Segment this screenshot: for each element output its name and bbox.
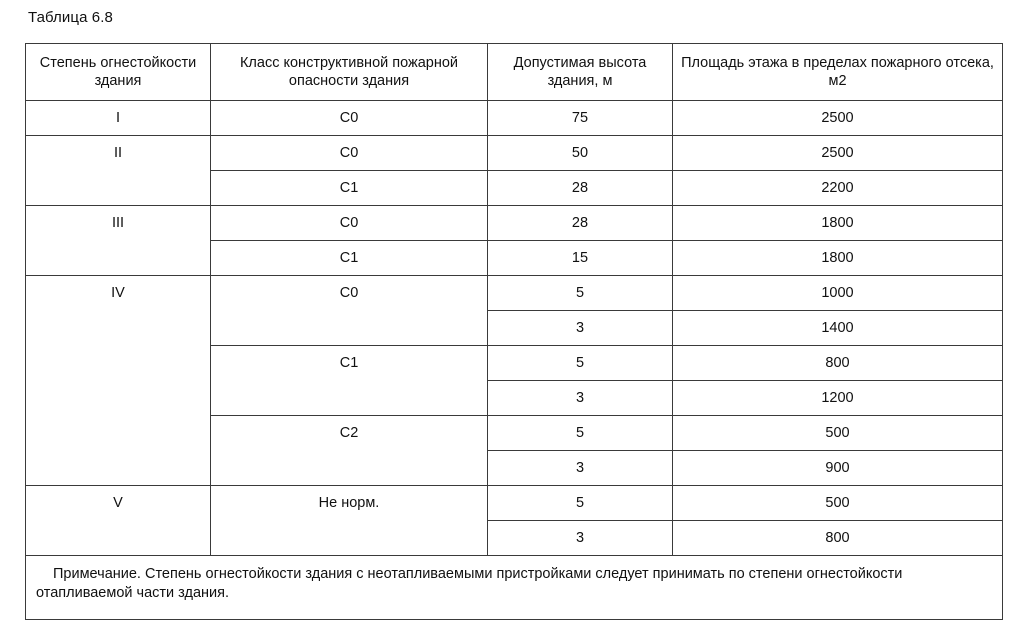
height-cell: 3	[488, 381, 673, 416]
table-row	[26, 206, 1003, 241]
height-cell: 28	[488, 206, 673, 241]
height-cell: 15	[488, 241, 673, 276]
degree-cell: V	[26, 486, 211, 556]
area-cell: 1000	[673, 276, 1003, 311]
table-row	[26, 276, 1003, 311]
header-row	[26, 44, 1003, 101]
degree-cell: II	[26, 136, 211, 206]
area-cell: 2500	[673, 136, 1003, 171]
table-row	[26, 101, 1003, 136]
table-note: Примечание. Степень огнестойкости здания с неотапливаемыми пристройками следует принимать по степени огнестойкости отапливаемой части здания.	[26, 556, 1003, 620]
header-area: Площадь этажа в пределах пожарного отсека, м2	[673, 44, 1003, 101]
table-caption: Таблица 6.8	[28, 9, 113, 26]
header-height: Допустимая высота здания, м	[488, 44, 673, 101]
class-cell: Не норм.	[211, 486, 488, 556]
class-cell: С2	[211, 416, 488, 486]
area-cell: 2200	[673, 171, 1003, 206]
height-cell: 5	[488, 276, 673, 311]
degree-cell: I	[26, 101, 211, 136]
height-cell: 5	[488, 416, 673, 451]
height-cell: 50	[488, 136, 673, 171]
fire-resistance-table	[25, 43, 1003, 620]
height-cell: 75	[488, 101, 673, 136]
note-row	[26, 556, 1003, 620]
table-row	[26, 136, 1003, 171]
header-class: Класс конструктивной пожарной опасности здания	[211, 44, 488, 101]
degree-cell: IV	[26, 276, 211, 486]
area-cell: 2500	[673, 101, 1003, 136]
header-degree: Степень огнестойкости здания	[26, 44, 211, 101]
degree-cell: III	[26, 206, 211, 276]
area-cell: 500	[673, 486, 1003, 521]
class-cell: С0	[211, 206, 488, 241]
area-cell: 1800	[673, 241, 1003, 276]
area-cell: 800	[673, 346, 1003, 381]
area-cell: 800	[673, 521, 1003, 556]
height-cell: 5	[488, 486, 673, 521]
class-cell: С0	[211, 276, 488, 346]
height-cell: 3	[488, 521, 673, 556]
area-cell: 500	[673, 416, 1003, 451]
height-cell: 28	[488, 171, 673, 206]
class-cell: С0	[211, 101, 488, 136]
area-cell: 1800	[673, 206, 1003, 241]
table-row	[26, 486, 1003, 521]
class-cell: С0	[211, 136, 488, 171]
class-cell: С1	[211, 241, 488, 276]
area-cell: 1200	[673, 381, 1003, 416]
area-cell: 900	[673, 451, 1003, 486]
class-cell: С1	[211, 346, 488, 416]
class-cell: С1	[211, 171, 488, 206]
height-cell: 3	[488, 451, 673, 486]
height-cell: 3	[488, 311, 673, 346]
area-cell: 1400	[673, 311, 1003, 346]
height-cell: 5	[488, 346, 673, 381]
